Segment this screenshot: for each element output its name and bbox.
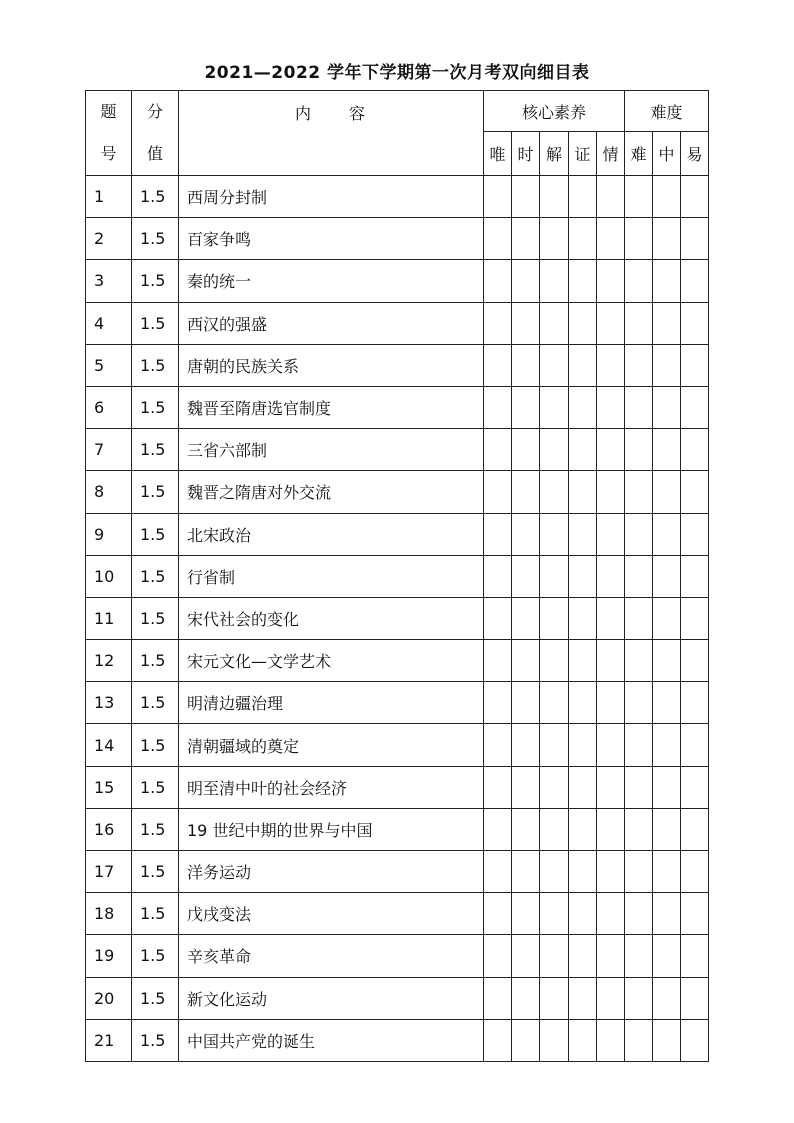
- empty-cell: [597, 513, 625, 555]
- empty-cell: [653, 429, 681, 471]
- table-row: [86, 218, 709, 260]
- row-content: 西汉的强盛: [179, 302, 484, 344]
- empty-cell: [681, 218, 709, 260]
- row-score: 1.5: [132, 724, 179, 766]
- row-content: 戊戌变法: [179, 893, 484, 935]
- empty-cell: [681, 766, 709, 808]
- empty-cell: [681, 260, 709, 302]
- empty-cell: [512, 977, 540, 1019]
- row-content: 新文化运动: [179, 977, 484, 1019]
- table-row: [86, 808, 709, 850]
- table-row: [86, 176, 709, 218]
- empty-cell: [512, 1019, 540, 1061]
- empty-cell: [625, 555, 653, 597]
- empty-cell: [540, 935, 569, 977]
- empty-cell: [653, 513, 681, 555]
- empty-cell: [569, 386, 597, 428]
- row-content: 魏晋之隋唐对外交流: [179, 471, 484, 513]
- header-core-col: 解: [540, 132, 569, 176]
- empty-cell: [653, 766, 681, 808]
- empty-cell: [484, 808, 512, 850]
- table-row: [86, 344, 709, 386]
- table-row: [86, 935, 709, 977]
- row-score: 1.5: [132, 682, 179, 724]
- empty-cell: [597, 893, 625, 935]
- empty-cell: [484, 513, 512, 555]
- header-score: [132, 91, 179, 176]
- row-score: 1.5: [132, 513, 179, 555]
- row-content: 洋务运动: [179, 851, 484, 893]
- empty-cell: [625, 893, 653, 935]
- row-number: 6: [86, 386, 132, 428]
- empty-cell: [625, 513, 653, 555]
- empty-cell: [540, 640, 569, 682]
- row-content: 百家争鸣: [179, 218, 484, 260]
- empty-cell: [569, 977, 597, 1019]
- empty-cell: [653, 724, 681, 766]
- empty-cell: [625, 1019, 653, 1061]
- empty-cell: [597, 851, 625, 893]
- row-score: 1.5: [132, 977, 179, 1019]
- empty-cell: [681, 513, 709, 555]
- empty-cell: [540, 260, 569, 302]
- row-number: 5: [86, 344, 132, 386]
- empty-cell: [597, 682, 625, 724]
- empty-cell: [569, 302, 597, 344]
- row-content: 秦的统一: [179, 260, 484, 302]
- empty-cell: [484, 597, 512, 639]
- empty-cell: [653, 555, 681, 597]
- empty-cell: [681, 977, 709, 1019]
- row-number: 8: [86, 471, 132, 513]
- empty-cell: [653, 597, 681, 639]
- table-row: [86, 302, 709, 344]
- row-content: 西周分封制: [179, 176, 484, 218]
- empty-cell: [540, 344, 569, 386]
- empty-cell: [569, 808, 597, 850]
- empty-cell: [512, 597, 540, 639]
- empty-cell: [653, 386, 681, 428]
- row-content: 清朝疆域的奠定: [179, 724, 484, 766]
- table-row: [86, 597, 709, 639]
- empty-cell: [512, 471, 540, 513]
- empty-cell: [597, 260, 625, 302]
- empty-cell: [512, 386, 540, 428]
- empty-cell: [484, 766, 512, 808]
- empty-cell: [625, 260, 653, 302]
- header-difficulty-group: 难度: [625, 91, 709, 132]
- empty-cell: [484, 682, 512, 724]
- row-content: 宋代社会的变化: [179, 597, 484, 639]
- row-number: 16: [86, 808, 132, 850]
- row-number: 15: [86, 766, 132, 808]
- empty-cell: [512, 344, 540, 386]
- row-content: 明清边疆治理: [179, 682, 484, 724]
- row-score: 1.5: [132, 851, 179, 893]
- empty-cell: [681, 429, 709, 471]
- row-score: 1.5: [132, 344, 179, 386]
- page-title: 2021—2022 学年下学期第一次月考双向细目表: [204, 63, 590, 83]
- row-number: 9: [86, 513, 132, 555]
- row-score: 1.5: [132, 1019, 179, 1061]
- empty-cell: [512, 555, 540, 597]
- row-score: 1.5: [132, 935, 179, 977]
- header-number-bottom: 号: [100, 143, 117, 163]
- empty-cell: [512, 176, 540, 218]
- table-row: [86, 977, 709, 1019]
- header-core-col: 唯: [484, 132, 512, 176]
- empty-cell: [540, 724, 569, 766]
- empty-cell: [681, 682, 709, 724]
- empty-cell: [540, 471, 569, 513]
- row-content: 三省六部制: [179, 429, 484, 471]
- header-number-top: 题: [100, 101, 117, 121]
- empty-cell: [597, 344, 625, 386]
- row-number: 4: [86, 302, 132, 344]
- empty-cell: [512, 640, 540, 682]
- header-number: [86, 91, 132, 176]
- empty-cell: [540, 218, 569, 260]
- row-number: 20: [86, 977, 132, 1019]
- empty-cell: [597, 597, 625, 639]
- empty-cell: [625, 977, 653, 1019]
- empty-cell: [540, 851, 569, 893]
- empty-cell: [484, 344, 512, 386]
- empty-cell: [512, 808, 540, 850]
- header-difficulty-col: 难: [625, 132, 653, 176]
- empty-cell: [625, 766, 653, 808]
- empty-cell: [484, 386, 512, 428]
- empty-cell: [484, 429, 512, 471]
- header-core-col: 时: [512, 132, 540, 176]
- table-row: [86, 471, 709, 513]
- empty-cell: [681, 893, 709, 935]
- empty-cell: [512, 429, 540, 471]
- empty-cell: [484, 851, 512, 893]
- empty-cell: [569, 344, 597, 386]
- empty-cell: [597, 555, 625, 597]
- row-number: 3: [86, 260, 132, 302]
- empty-cell: [625, 724, 653, 766]
- empty-cell: [540, 429, 569, 471]
- empty-cell: [681, 597, 709, 639]
- empty-cell: [681, 471, 709, 513]
- row-score: 1.5: [132, 597, 179, 639]
- empty-cell: [512, 513, 540, 555]
- header-score-top: 分: [146, 101, 163, 121]
- header-content: 内 容: [179, 91, 484, 176]
- row-score: 1.5: [132, 176, 179, 218]
- row-content: 魏晋至隋唐选官制度: [179, 386, 484, 428]
- empty-cell: [484, 1019, 512, 1061]
- empty-cell: [569, 640, 597, 682]
- empty-cell: [653, 977, 681, 1019]
- empty-cell: [540, 513, 569, 555]
- table-row: [86, 260, 709, 302]
- empty-cell: [653, 260, 681, 302]
- empty-cell: [569, 935, 597, 977]
- empty-cell: [484, 555, 512, 597]
- row-number: 17: [86, 851, 132, 893]
- empty-cell: [597, 218, 625, 260]
- empty-cell: [597, 935, 625, 977]
- empty-cell: [681, 640, 709, 682]
- table-row: [86, 386, 709, 428]
- empty-cell: [512, 302, 540, 344]
- row-score: 1.5: [132, 260, 179, 302]
- table-row: [86, 1019, 709, 1061]
- row-number: 1: [86, 176, 132, 218]
- empty-cell: [681, 176, 709, 218]
- empty-cell: [484, 471, 512, 513]
- empty-cell: [625, 302, 653, 344]
- empty-cell: [625, 429, 653, 471]
- empty-cell: [625, 176, 653, 218]
- table-row: [86, 893, 709, 935]
- row-content: 唐朝的民族关系: [179, 344, 484, 386]
- empty-cell: [484, 176, 512, 218]
- header-core-group: 核心素养: [484, 91, 625, 132]
- empty-cell: [681, 935, 709, 977]
- empty-cell: [569, 471, 597, 513]
- empty-cell: [597, 640, 625, 682]
- empty-cell: [569, 513, 597, 555]
- empty-cell: [625, 935, 653, 977]
- empty-cell: [597, 1019, 625, 1061]
- empty-cell: [653, 808, 681, 850]
- empty-cell: [597, 766, 625, 808]
- row-score: 1.5: [132, 386, 179, 428]
- empty-cell: [597, 471, 625, 513]
- empty-cell: [681, 555, 709, 597]
- empty-cell: [625, 386, 653, 428]
- empty-cell: [681, 302, 709, 344]
- empty-cell: [569, 218, 597, 260]
- row-number: 19: [86, 935, 132, 977]
- empty-cell: [540, 597, 569, 639]
- table-row: [86, 766, 709, 808]
- row-content: 中国共产党的诞生: [179, 1019, 484, 1061]
- empty-cell: [597, 724, 625, 766]
- empty-cell: [540, 176, 569, 218]
- empty-cell: [653, 302, 681, 344]
- row-number: 10: [86, 555, 132, 597]
- empty-cell: [540, 302, 569, 344]
- empty-cell: [597, 429, 625, 471]
- row-number: 21: [86, 1019, 132, 1061]
- empty-cell: [540, 386, 569, 428]
- row-number: 18: [86, 893, 132, 935]
- row-number: 11: [86, 597, 132, 639]
- row-score: 1.5: [132, 429, 179, 471]
- empty-cell: [484, 640, 512, 682]
- empty-cell: [597, 386, 625, 428]
- row-number: 14: [86, 724, 132, 766]
- row-content: 宋元文化—文学艺术: [179, 640, 484, 682]
- empty-cell: [569, 555, 597, 597]
- empty-cell: [625, 851, 653, 893]
- empty-cell: [569, 893, 597, 935]
- empty-cell: [512, 935, 540, 977]
- empty-cell: [653, 935, 681, 977]
- empty-cell: [597, 808, 625, 850]
- empty-cell: [569, 429, 597, 471]
- empty-cell: [625, 808, 653, 850]
- table-row: [86, 851, 709, 893]
- empty-cell: [597, 977, 625, 1019]
- empty-cell: [512, 260, 540, 302]
- empty-cell: [625, 597, 653, 639]
- empty-cell: [653, 1019, 681, 1061]
- row-number: 12: [86, 640, 132, 682]
- empty-cell: [512, 851, 540, 893]
- row-score: 1.5: [132, 302, 179, 344]
- header-difficulty-col: 易: [681, 132, 709, 176]
- row-score: 1.5: [132, 218, 179, 260]
- empty-cell: [484, 977, 512, 1019]
- empty-cell: [625, 640, 653, 682]
- empty-cell: [540, 682, 569, 724]
- empty-cell: [625, 471, 653, 513]
- empty-cell: [540, 555, 569, 597]
- empty-cell: [484, 893, 512, 935]
- empty-cell: [681, 724, 709, 766]
- empty-cell: [653, 218, 681, 260]
- empty-cell: [653, 893, 681, 935]
- empty-cell: [569, 766, 597, 808]
- empty-cell: [653, 471, 681, 513]
- row-content: 19 世纪中期的世界与中国: [179, 808, 484, 850]
- empty-cell: [681, 808, 709, 850]
- empty-cell: [597, 302, 625, 344]
- row-score: 1.5: [132, 471, 179, 513]
- row-score: 1.5: [132, 808, 179, 850]
- empty-cell: [569, 851, 597, 893]
- row-score: 1.5: [132, 555, 179, 597]
- empty-cell: [540, 808, 569, 850]
- row-score: 1.5: [132, 640, 179, 682]
- empty-cell: [512, 766, 540, 808]
- table-row: [86, 724, 709, 766]
- row-number: 7: [86, 429, 132, 471]
- table-row: [86, 429, 709, 471]
- row-content: 北宋政治: [179, 513, 484, 555]
- empty-cell: [681, 386, 709, 428]
- empty-cell: [484, 218, 512, 260]
- empty-cell: [681, 1019, 709, 1061]
- row-content: 行省制: [179, 555, 484, 597]
- empty-cell: [484, 302, 512, 344]
- empty-cell: [540, 977, 569, 1019]
- header-core-col: 情: [597, 132, 625, 176]
- empty-cell: [569, 724, 597, 766]
- empty-cell: [540, 766, 569, 808]
- empty-cell: [625, 682, 653, 724]
- empty-cell: [484, 935, 512, 977]
- row-number: 13: [86, 682, 132, 724]
- empty-cell: [540, 1019, 569, 1061]
- empty-cell: [484, 724, 512, 766]
- empty-cell: [569, 1019, 597, 1061]
- empty-cell: [653, 344, 681, 386]
- empty-cell: [653, 851, 681, 893]
- row-score: 1.5: [132, 766, 179, 808]
- row-content: 辛亥革命: [179, 935, 484, 977]
- empty-cell: [625, 344, 653, 386]
- empty-cell: [625, 218, 653, 260]
- empty-cell: [681, 851, 709, 893]
- empty-cell: [597, 176, 625, 218]
- empty-cell: [569, 176, 597, 218]
- header-core-col: 证: [569, 132, 597, 176]
- empty-cell: [653, 640, 681, 682]
- empty-cell: [569, 260, 597, 302]
- row-content: 明至清中叶的社会经济: [179, 766, 484, 808]
- table-row: [86, 640, 709, 682]
- empty-cell: [512, 724, 540, 766]
- header-difficulty-col: 中: [653, 132, 681, 176]
- empty-cell: [540, 893, 569, 935]
- row-score: 1.5: [132, 893, 179, 935]
- header-score-bottom: 值: [146, 143, 163, 163]
- row-number: 2: [86, 218, 132, 260]
- table-row: [86, 555, 709, 597]
- empty-cell: [653, 682, 681, 724]
- table-row: [86, 513, 709, 555]
- empty-cell: [681, 344, 709, 386]
- empty-cell: [512, 218, 540, 260]
- empty-cell: [484, 260, 512, 302]
- empty-cell: [653, 176, 681, 218]
- empty-cell: [569, 597, 597, 639]
- empty-cell: [512, 682, 540, 724]
- empty-cell: [512, 893, 540, 935]
- table-row: [86, 682, 709, 724]
- spec-table: [85, 90, 709, 1062]
- empty-cell: [569, 682, 597, 724]
